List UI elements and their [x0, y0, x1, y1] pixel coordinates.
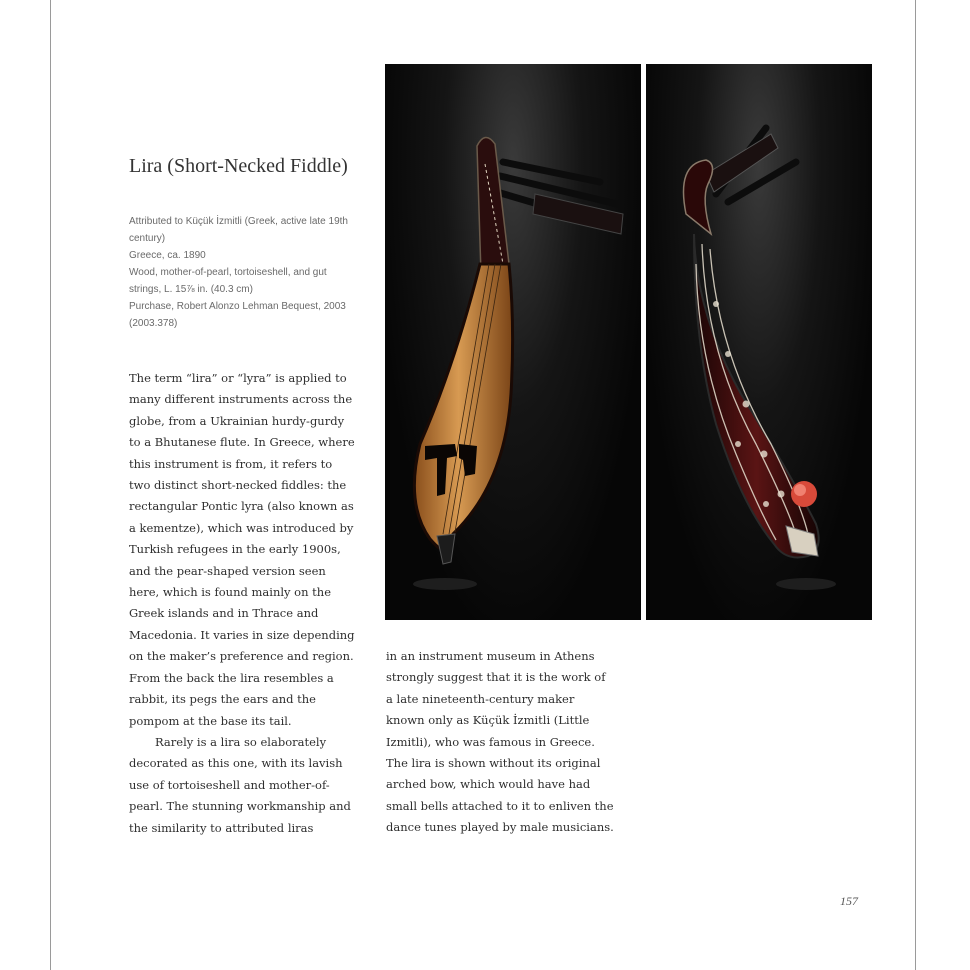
page-number: 157	[840, 894, 858, 908]
paragraph-2-end: in an instrument museum in Athens strongly suggest that it is the work of a late nineteenth-century maker known only as Küçük İzmitli (Little Izmitli), who was famous in Greece. The lira is shown without its original arched bow, which would have had small bells attached to it to enliven the dance tunes played by male musicians.	[386, 649, 614, 835]
caption-attribution: Attributed to Küçük İzmitli (Greek, active late 19th century)	[129, 216, 348, 244]
lira-front-illustration	[385, 64, 641, 620]
object-caption	[129, 213, 359, 332]
text-column-left	[129, 368, 357, 839]
caption-credit: Purchase, Robert Alonzo Lehman Bequest, 2003	[129, 301, 346, 312]
paragraph-1: The term “lira” or “lyra” is applied to many different instruments across the globe, from a Ukrainian hurdy-gurdy to a Bhutanese flute. In Greece, where this instrument is from, it refers to two distinct short-necked fiddles: the rectangular Pontic lyra (also known as a kementze), which was introduced by Turkish refugees in the early 1900s, and the pear-shaped version seen here, which is found mainly on the Greek islands and in Thrace and Macedonia. It varies in size depending on the maker’s preference and region. From the back the lira resembles a rabbit, its pegs the ears and the pompom at the base its tail.	[129, 371, 355, 728]
text-column-right	[386, 646, 614, 839]
lira-back-photo	[646, 64, 872, 620]
caption-place-date: Greece, ca. 1890	[129, 250, 206, 261]
paragraph-2-start: Rarely is a lira so elaborately decorated as this one, with its lavish use of tortoiseshell and mother-of-pearl. The stunning workmanship and the similarity to attributed liras	[129, 734, 351, 835]
object-title: Lira (Short-Necked Fiddle)	[129, 155, 348, 177]
caption-medium: Wood, mother-of-pearl, tortoiseshell, and gut strings, L. 15⅞ in. (40.3 cm)	[129, 267, 327, 295]
lira-front-photo	[385, 64, 641, 620]
lira-back-illustration	[646, 64, 872, 620]
caption-accession: (2003.378)	[129, 318, 178, 329]
